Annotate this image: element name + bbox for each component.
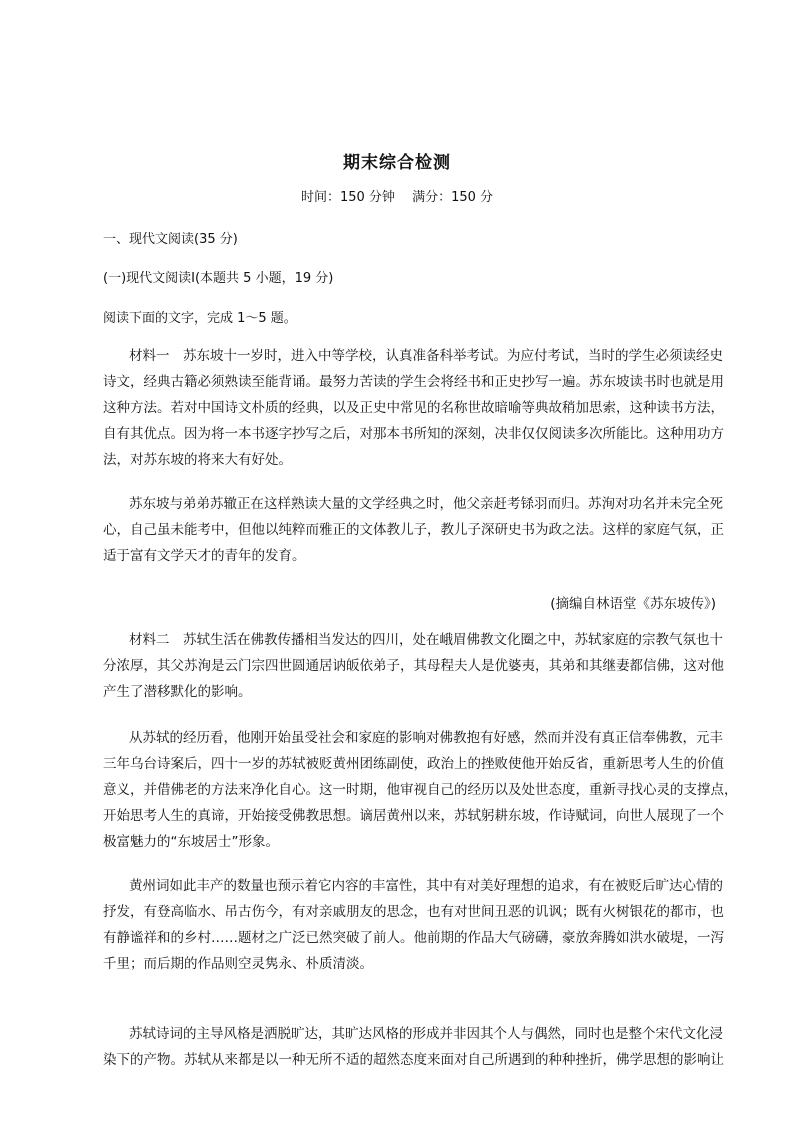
paragraph-line: 三年乌台诗案后，四十一岁的苏轼被贬黄州团练副使，政治上的挫败使他开始反省，重新思考人生的价值 <box>103 756 724 772</box>
paragraph-line: 千里；而后期的作品则空灵隽永、朴质清淡。 <box>103 956 373 972</box>
page-title: 期末综合检测 <box>343 153 451 173</box>
paragraph-line: 法，对苏东坡的将来大有好处。 <box>103 452 292 468</box>
paragraph-6 <box>103 1021 724 1073</box>
paragraph-line: 材料二 苏轼生活在佛教传播相当发达的四川，处在峨眉佛教文化圈之中，苏轼家庭的宗教气氛也十 <box>129 632 723 648</box>
paragraph-line: 有静谧祥和的乡村……题材之广泛已然突破了前人。他前期的作品大气磅礴，豪放奔腾如洪水破堤，一泻 <box>103 930 724 946</box>
paragraph-line: 分浓厚，其父苏洵是云门宗四世圆通居讷皈依弟子，其母程夫人是优婆夷，其弟和其继妻都信佛，这对他 <box>103 658 724 674</box>
paragraph-line: 黄州词如此丰产的数量也预示着它内容的丰富性，其中有对美好理想的追求，有在被贬后旷达心情的 <box>129 878 723 894</box>
paragraph-4 <box>103 725 738 855</box>
paragraph-line: 自有其优点。因为将一本书逐字抄写之后，对那本书所知的深刻，决非仅仅阅读多次所能比。这种用功方 <box>103 426 724 442</box>
paragraph-1 <box>103 343 724 473</box>
exam-time: 时间：150 分钟 <box>300 190 395 205</box>
paragraph-line: 抒发，有登高临水、吊古伤今，有对亲戚朋友的思念，也有对世间丑恶的讥讽；既有火树银花的都市，也 <box>103 904 724 920</box>
paragraph-line: 适于富有文学天才的青年的发育。 <box>103 548 306 564</box>
paragraph-line: 从苏轼的经历看，他刚开始虽受社会和家庭的影响对佛教抱有好感，然而并没有真正信奉佛教，元丰 <box>129 730 723 746</box>
paragraph-line: 心，自己虽未能考中，但他以纯粹而雅正的文体教儿子，教儿子深研史书为政之法。这样的家庭气氛，正 <box>103 522 724 538</box>
paragraph-2 <box>103 491 724 569</box>
paragraph-line: 这种方法。若对中国诗文朴质的经典，以及正史中常见的名称世故暗喻等典故稍加思索，这种读书方法， <box>103 400 724 416</box>
paragraph-line: 苏轼诗词的主导风格是洒脱旷达，其旷达风格的形成并非因其个人与偶然，同时也是整个宋代文化浸 <box>129 1026 723 1042</box>
source-citation: (摘编自林语堂《苏东坡传》) <box>550 596 716 612</box>
paragraph-line: 材料一 苏东坡十一岁时，进入中等学校，认真准备科举考试。为应付考试，当时的学生必须读经史 <box>129 348 723 364</box>
paragraph-line: 极富魅力的“东坡居士”形象。 <box>103 834 279 850</box>
paragraph-5 <box>103 873 724 977</box>
paragraph-line: 染下的产物。苏轼从来都是以一种无所不适的超然态度来面对自己所遇到的种种挫折，佛学思想的影响让 <box>103 1052 724 1068</box>
paragraph-line: 诗文，经典古籍必须熟读至能背诵。最努力苦读的学生会将经书和正史抄写一遍。苏东坡读书时也就是用 <box>103 374 724 390</box>
paragraph-3 <box>103 627 724 705</box>
paragraph-line: 产生了潜移默化的影响。 <box>103 684 252 700</box>
exam-score: 满分：150 分 <box>412 190 494 205</box>
reading-instruction: 阅读下面的文字，完成 1～5 题。 <box>103 311 297 326</box>
paragraph-line: 意义，并借佛老的方法来净化自心。这一时期，他审视自己的经历以及处世态度，重新寻找心灵的支撑点， <box>103 782 738 798</box>
exam-meta <box>0 186 794 205</box>
subsection-heading: (一)现代文阅读Ⅰ(本题共 5 小题，19 分) <box>103 271 334 286</box>
section-heading: 一、现代文阅读(35 分) <box>103 232 238 247</box>
paragraph-line: 苏东坡与弟弟苏辙正在这样熟读大量的文学经典之时，他父亲赶考铩羽而归。苏洵对功名并未完全死 <box>129 496 723 512</box>
paragraph-line: 开始思考人生的真谛，开始接受佛教思想。谪居黄州以来，苏轼躬耕东坡，作诗赋词，向世人展现了一个 <box>103 808 724 824</box>
